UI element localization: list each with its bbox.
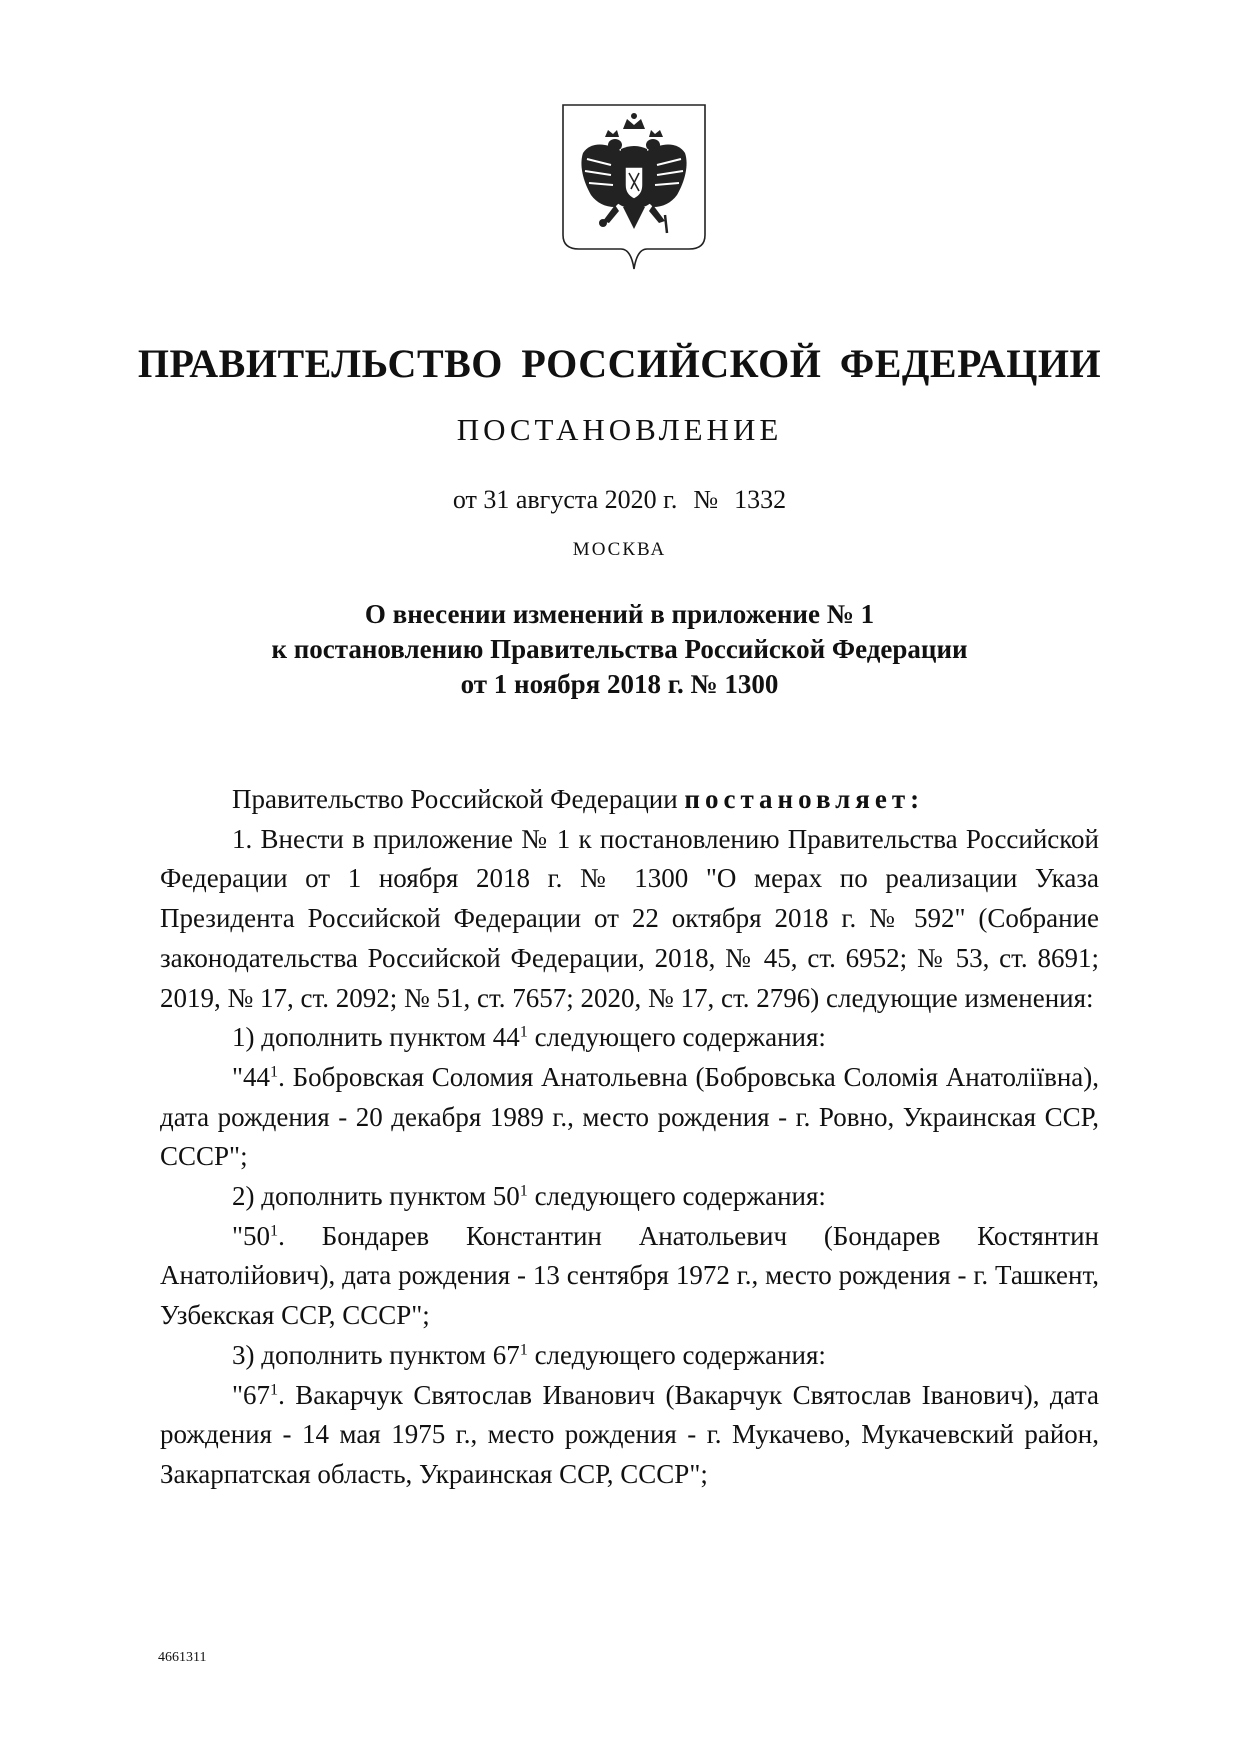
sub-item-2 [160, 1177, 1099, 1217]
quote-1 [160, 1058, 1099, 1177]
document-body [160, 780, 1099, 1495]
quote-2-number: "50 [232, 1220, 271, 1251]
quote-1-text: . Бобровская Соломия Анатольевна (Бобровська Соломія Анатоліївна), дата рождения - 20 декабря 1989 г., место рождения - г. Ровно, Украинская ССР, СССР"; [160, 1061, 1099, 1172]
sub-item-1-text: 1) дополнить пунктом 44 [232, 1022, 520, 1053]
sub-item-3-superscript: 1 [519, 1340, 528, 1359]
sub-item-1 [160, 1018, 1099, 1058]
city: МОСКВА [572, 539, 667, 560]
sub-item-3 [160, 1336, 1099, 1376]
quote-3-number: "67 [232, 1379, 271, 1410]
quote-3 [160, 1376, 1099, 1495]
sub-item-2-superscript: 1 [519, 1181, 528, 1200]
sub-item-1-tail: следующего содержания: [527, 1022, 826, 1053]
quote-2 [160, 1217, 1099, 1336]
document-code: 4661311 [158, 1650, 207, 1665]
sub-item-2-text: 2) дополнить пунктом 50 [232, 1181, 520, 1212]
subject-line-1: О внесении изменений в приложение № 1 [364, 599, 875, 629]
organization-title: ПРАВИТЕЛЬСТВО РОССИЙСКОЙ ФЕДЕРАЦИИ [137, 341, 1102, 386]
subject-line-2: к постановлению Правительства Российской Федерации [271, 634, 968, 664]
quote-2-superscript: 1 [270, 1221, 279, 1240]
decree-word: постановляет: [684, 784, 925, 814]
quote-1-number: "44 [232, 1061, 271, 1092]
quote-1-superscript: 1 [270, 1062, 279, 1081]
number-sign: № [693, 485, 719, 514]
intro-paragraph [160, 780, 1099, 820]
document-type: ПОСТАНОВЛЕНИЕ [456, 412, 783, 447]
document-date-line [0, 485, 1239, 515]
quote-3-superscript: 1 [270, 1379, 279, 1398]
subject-line-3: от 1 ноября 2018 г. № 1300 [460, 669, 779, 699]
sub-item-3-text: 3) дополнить пунктом 67 [232, 1339, 520, 1370]
sub-item-3-tail: следующего содержания: [527, 1339, 826, 1370]
sub-item-2-tail: следующего содержания: [527, 1181, 826, 1212]
document-date: от 31 августа 2020 г. [452, 485, 678, 514]
sub-item-1-superscript: 1 [519, 1022, 528, 1041]
intro-text: Правительство Российской Федерации [232, 784, 678, 814]
quote-3-text: . Вакарчук Святослав Иванович (Вакарчук Святослав Іванович), дата рождения - 14 мая 1975 г., место рождения - г. Мукачево, Мукачевский район, Закарпатская область, Украинская ССР, СССР"; [160, 1379, 1099, 1489]
document-subject [0, 597, 1239, 702]
coat-of-arms-icon [561, 103, 707, 271]
quote-2-text: . Бондарев Константин Анатольевич (Бондарев Костянтин Анатолійович), дата рождения - 13 сентября 1972 г., место рождения - г. Ташкент, Узбекская ССР, СССР"; [160, 1220, 1099, 1331]
document-number: 1332 [734, 485, 787, 514]
item-1-paragraph: 1. Внести в приложение № 1 к постановлению Правительства Российской Федерации от 1 ноября 2018 г. № 1300 "О мерах по реализации Указа Президента Российской Федерации от 22 октября 2018 г. № 592" (Собрание законодательства Российской Федерации, 2018, № 45, ст. 6952; № 53, ст. 8691; 2019, № 17, ст. 2092; № 51, ст. 7657; 2020, № 17, ст. 2796) следующие изменения: [160, 823, 1099, 1013]
